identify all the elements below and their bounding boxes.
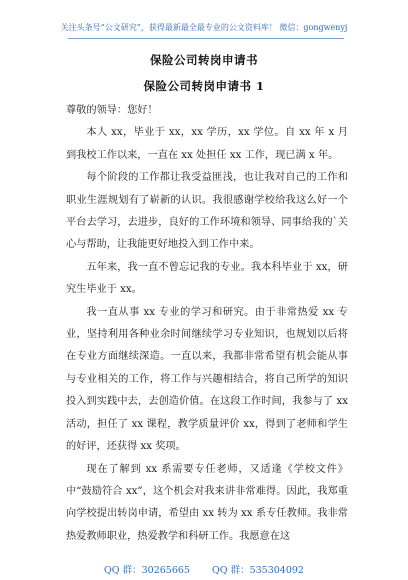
- header-banner: 关注头条号“公文研究”，获得最新最全最专业的公文资料库！ 微信：gongwenyj: [60, 23, 348, 32]
- document-title: 保险公司转岗申请书: [150, 53, 258, 67]
- paragraph-1: 本人 xx，毕业于 xx，xx 学历，xx 学位。自 xx 年 x 月到我校工作以来，一直在 xx 处担任 xx 工作，现已满 x 年。: [66, 127, 348, 161]
- footer-qq-group-2: QQ 群：535304092: [211, 565, 304, 576]
- footer: [0, 562, 408, 576]
- paragraph-3: 五年来，我一直不曾忘记我的专业。我本科毕业于 xx，研究生毕业于 xx。: [66, 261, 348, 296]
- document-subtitle: 保险公司转岗申请书 1: [143, 79, 265, 93]
- paragraph-2: 每个阶段的工作都让我受益匪浅，也让我对自己的工作和职业生涯规划有了崭新的认识。我很感谢学校给我这么好一个平台去学习，去进步，良好的工作环境和领导、同事给我的`关心与帮助，让我能更好地投入到工作中来。: [66, 172, 348, 251]
- header-divider: [68, 38, 344, 39]
- greeting: 尊敬的领导：您好！: [66, 105, 158, 116]
- footer-qq-group-1: QQ 群：30265665: [104, 565, 190, 576]
- paragraph-4: 我一直从事 xx 专业的学习和研究。由于非常热爱 xx 专业，坚持利用各种业余时间继续学习专业知识，也规划以后将在专业方面继续深造。一直以来，我都非常希望有机会能从事与专业相关的工作，将工作与兴趣相结合，将自己所学的知识投入到实践中去，去创造价值。在这段工作时间，我参与了 xx 活动，担任了 xx 课程，教学质量评价 xx，得到了老师和学生的好评，还获得 xx 奖项。: [66, 306, 348, 453]
- paragraph-5: 现在了解到 xx 系需要专任老师，又适逢《学校文件》中“鼓励符合 xx”，这个机会对我来讲非常难得。因此，我郑重向学校提出转岗申请，希望由 xx 转为 xx 系专任教师。我非常热爱教师职业，热爱教学和科研工作。我愿意在这: [66, 463, 348, 542]
- document-body: [66, 100, 348, 548]
